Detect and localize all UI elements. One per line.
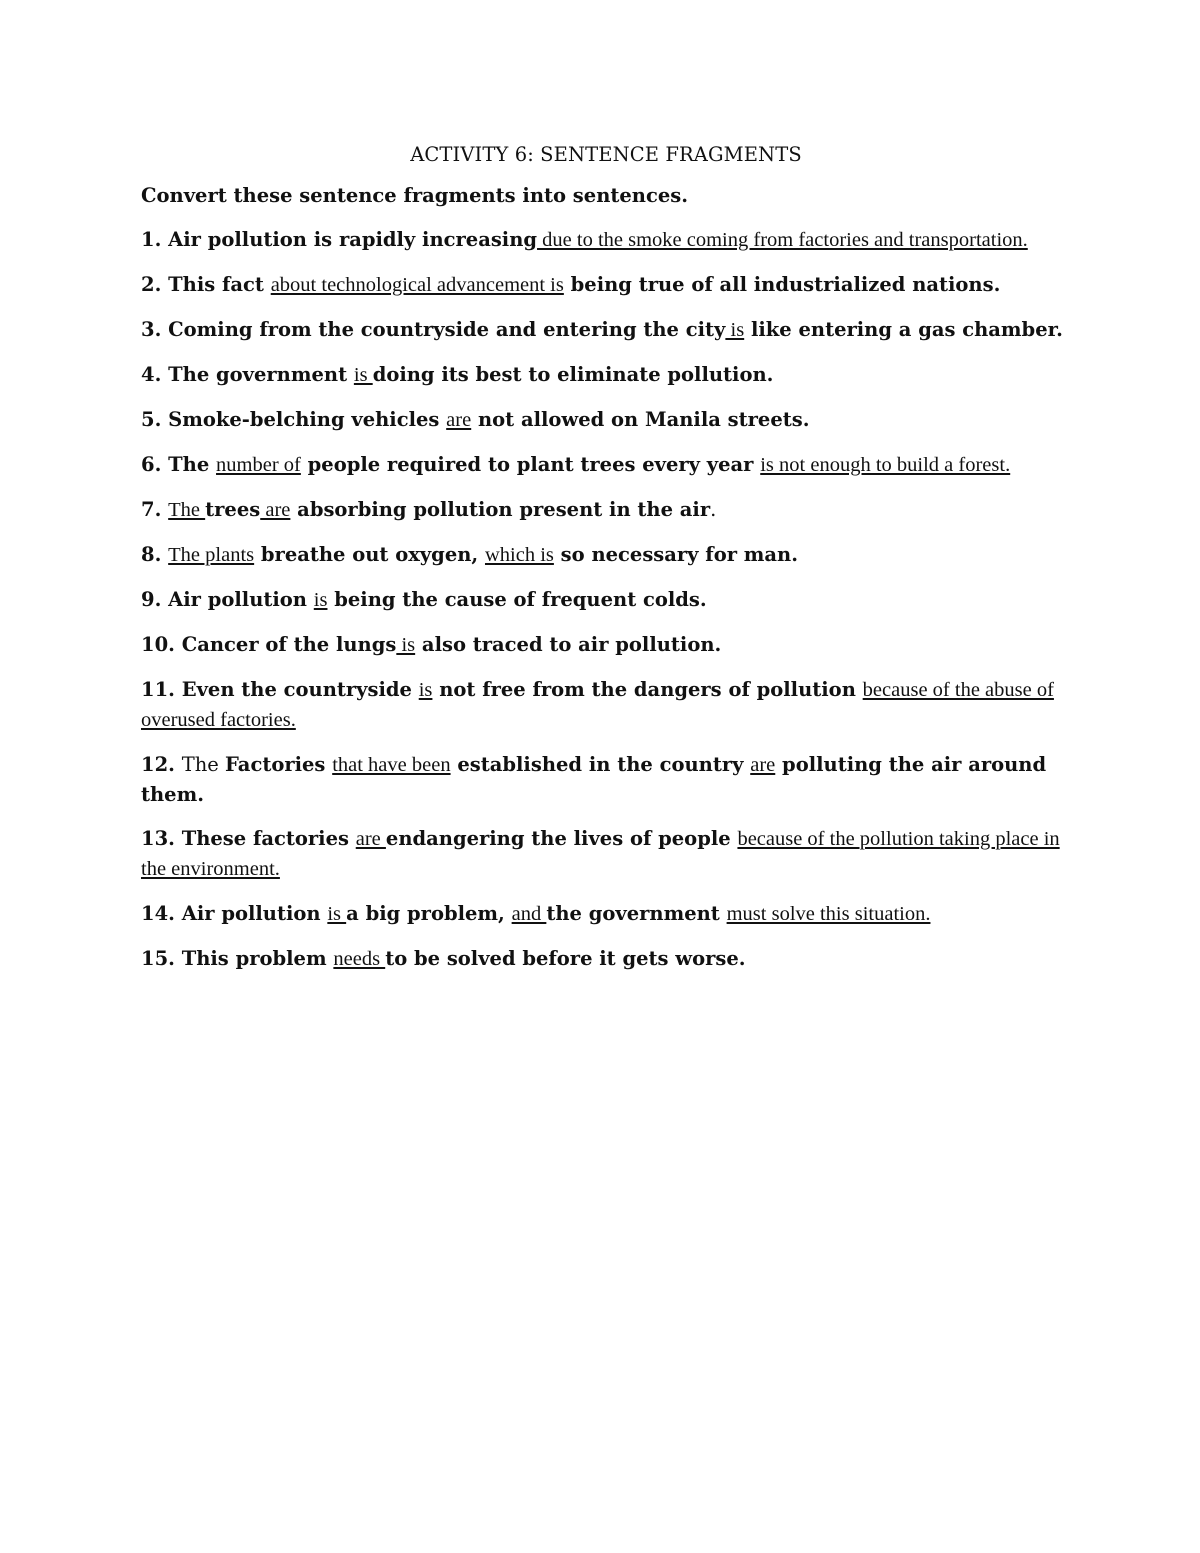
item-text: polluting the air around them. (141, 753, 1047, 806)
item-text: 4. The government (141, 363, 354, 386)
item-text: being the cause of frequent colds. (327, 588, 707, 611)
list-item (141, 675, 1066, 735)
item-underlined-text: is (418, 679, 433, 701)
document-page (141, 143, 1071, 989)
list-item (141, 405, 1066, 435)
item-underlined-text: because of the abuse of overused factories. (141, 679, 1054, 731)
item-text: people required to plant trees every year (300, 453, 761, 476)
item-text: being true of all industrialized nations. (563, 273, 1001, 296)
item-text: to be solved before it gets worse. (385, 947, 746, 970)
item-underlined-text: about technological advancement is (270, 274, 564, 296)
item-text: 2. This fact (141, 273, 271, 296)
instruction-text: Convert these sentence fragments into sentences. (141, 184, 689, 207)
item-text: doing its best to eliminate pollution. (372, 363, 774, 386)
item-underlined-text: is (327, 903, 347, 925)
item-underlined-text: The (168, 499, 206, 521)
item-text: Factories (225, 753, 333, 776)
item-plain-text: The (181, 753, 226, 776)
item-text: a big problem, (346, 902, 512, 925)
item-text: 10. Cancer of the lungs (141, 633, 397, 656)
page-title: ACTIVITY 6: SENTENCE FRAGMENTS (410, 143, 802, 166)
list-item (141, 360, 1066, 390)
item-underlined-text: are (355, 828, 386, 850)
list-item (141, 944, 1066, 974)
list-item (141, 630, 1066, 660)
item-text: 9. Air pollution (141, 588, 314, 611)
item-text: absorbing pollution present in the air (290, 498, 711, 521)
list-item (141, 225, 1066, 255)
list-item (141, 750, 1066, 809)
item-underlined-text: number of (216, 454, 301, 476)
item-text: 3. Coming from the countryside and entering the city (141, 318, 726, 341)
item-text: also traced to air pollution. (415, 633, 722, 656)
item-text: endangering the lives of people (385, 827, 738, 850)
item-text: 5. Smoke-belching vehicles (141, 408, 447, 431)
item-text: 14. Air pollution (141, 902, 328, 925)
item-plain-text: . (710, 498, 717, 521)
item-text: like entering a gas chamber. (744, 318, 1063, 341)
item-text: 6. The (141, 453, 217, 476)
item-underlined-text: is (725, 319, 745, 341)
list-item (141, 899, 1066, 929)
item-underlined-text: that have been (332, 754, 451, 776)
item-text: 7. (141, 498, 169, 521)
item-underlined-text: are (260, 499, 291, 521)
list-item (141, 540, 1066, 570)
item-underlined-text: is (353, 364, 373, 386)
item-underlined-text: is (313, 589, 328, 611)
item-text: established in the country (450, 753, 751, 776)
item-underlined-text: are (750, 754, 776, 776)
item-underlined-text: and (511, 903, 547, 925)
list-item (141, 315, 1066, 345)
item-text: 15. This problem (141, 947, 334, 970)
list-item (141, 495, 1066, 525)
list-item (141, 450, 1066, 480)
list-item (141, 585, 1066, 615)
item-text: 13. These factories (141, 827, 356, 850)
item-text: 1. Air pollution is rapidly increasing (141, 228, 538, 251)
list-item (141, 270, 1066, 300)
item-text: trees (205, 498, 261, 521)
item-underlined-text: must solve this situation. (726, 903, 931, 925)
item-underlined-text: The plants (168, 544, 255, 566)
item-text: not free from the dangers of pollution (432, 678, 863, 701)
list-item (141, 824, 1066, 884)
item-text: so necessary for man. (553, 543, 798, 566)
item-underlined-text: due to the smoke coming from factories and transportation. (537, 229, 1028, 251)
item-underlined-text: are (446, 409, 472, 431)
item-underlined-text: which is (484, 544, 554, 566)
item-text: not allowed on Manila streets. (471, 408, 810, 431)
item-text: the government (546, 902, 727, 925)
item-underlined-text: needs (333, 948, 386, 970)
item-text: breathe out oxygen, (254, 543, 485, 566)
item-underlined-text: is (396, 634, 416, 656)
item-text: 11. Even the countryside (141, 678, 419, 701)
item-underlined-text: because of the pollution taking place in the environment. (141, 828, 1060, 880)
item-text: 8. (141, 543, 169, 566)
item-text: 12. (141, 753, 182, 776)
item-underlined-text: is not enough to build a forest. (760, 454, 1011, 476)
